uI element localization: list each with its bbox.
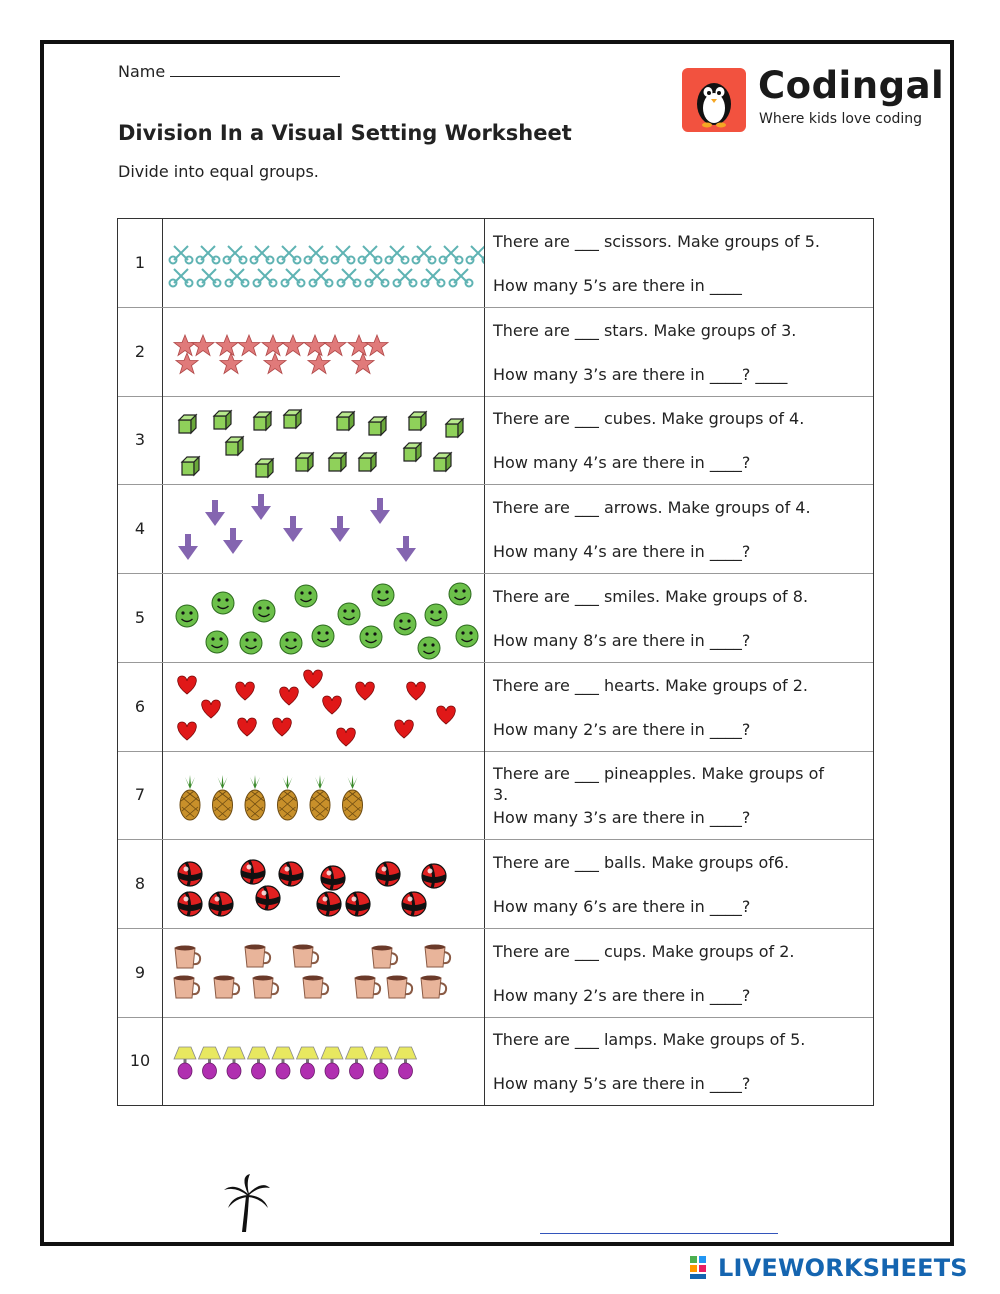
question-row (118, 219, 873, 308)
star-icon (262, 335, 284, 356)
cube-icon (369, 417, 386, 435)
smiley-icon (176, 605, 198, 627)
picture-cell (163, 751, 485, 839)
question-row (118, 308, 873, 397)
scissors-icon (224, 246, 247, 264)
scissors-icon (422, 269, 445, 287)
lamp-icon (346, 1047, 368, 1079)
down-arrow-icon (370, 498, 390, 524)
heart-icon (407, 682, 426, 700)
cup-icon (372, 945, 397, 968)
cube-icon (446, 419, 463, 437)
picture-cell (163, 308, 485, 396)
ball-icon (317, 892, 341, 916)
question-row (118, 663, 873, 752)
scissors-icon (197, 246, 220, 264)
ball-icon (178, 862, 202, 886)
cube-icon (329, 453, 346, 471)
row-number: 7 (118, 751, 163, 839)
question-line-count: There are ___ lamps. Make groups of 5. (493, 1030, 806, 1050)
scissors-icon (359, 246, 382, 264)
ball-icon (422, 864, 446, 888)
down-arrow-icon (330, 516, 350, 542)
smiley-icon (360, 626, 382, 648)
worksheet-title: Division In a Visual Setting Worksheet (118, 121, 572, 145)
star-icon (220, 353, 242, 374)
smiley-icon (212, 592, 234, 614)
cube-icon (404, 443, 421, 461)
cup-icon (293, 944, 318, 967)
pineapple-icon (180, 775, 200, 820)
pineapple-icon (310, 775, 330, 820)
scissors-icon (170, 269, 193, 287)
question-line-groups: How many 2’s are there in ____? (493, 719, 751, 739)
scissors-icon (394, 269, 417, 287)
picture-cell (163, 840, 485, 928)
heart-icon (202, 700, 221, 718)
cup-icon (253, 975, 278, 998)
row-number: 8 (118, 840, 163, 928)
lamp-icon (395, 1047, 417, 1079)
picture-cell (163, 396, 485, 484)
cup-icon (387, 975, 412, 998)
scissors-icon (332, 246, 355, 264)
star-icon (216, 335, 238, 356)
row-number: 3 (118, 396, 163, 484)
scissors-icon (254, 269, 277, 287)
question-row (118, 396, 873, 485)
heart-icon (280, 687, 299, 705)
ball-icon (256, 886, 280, 910)
heart-icon (304, 670, 323, 688)
heart-icon (437, 706, 456, 724)
down-arrow-icon (205, 500, 225, 526)
scissors-icon (282, 269, 305, 287)
cube-icon (226, 437, 243, 455)
question-row (118, 485, 873, 574)
star-icon (282, 335, 304, 356)
liveworksheets-text: LIVEWORKSHEETS (718, 1254, 968, 1282)
lamp-icon (248, 1047, 270, 1079)
question-line-groups: How many 2’s are there in ____? (493, 985, 751, 1005)
picture-group (163, 308, 484, 396)
cube-icon (182, 457, 199, 475)
smiley-icon (425, 604, 447, 626)
smiley-icon (418, 637, 440, 659)
liveworksheets-icon (690, 1254, 716, 1280)
cup-icon (214, 975, 239, 998)
cup-icon (245, 944, 270, 967)
cup-icon (355, 975, 380, 998)
picture-cell (163, 219, 485, 307)
scissors-icon (450, 269, 473, 287)
heart-icon (273, 718, 292, 736)
ball-icon (321, 866, 345, 890)
cube-icon (434, 453, 451, 471)
star-icon (324, 335, 346, 356)
question-row (118, 929, 873, 1018)
down-arrow-icon (283, 516, 303, 542)
question-row (118, 840, 873, 929)
question-line-groups: How many 3’s are there in ____? ____ (493, 364, 788, 384)
row-number: 9 (118, 929, 163, 1017)
down-arrow-icon (223, 528, 243, 554)
cube-icon (256, 459, 273, 477)
cup-icon (303, 975, 328, 998)
scissors-icon (366, 269, 389, 287)
penguin-icon (682, 68, 746, 132)
star-icon (238, 335, 260, 356)
cube-icon (296, 453, 313, 471)
cube-icon (284, 410, 301, 428)
question-line-count: There are ___ pineapples. Make groups of 3. (493, 764, 825, 805)
picture-group (163, 485, 484, 573)
instruction-text: Divide into equal groups. (118, 162, 319, 181)
smiley-icon (312, 625, 334, 647)
lamp-icon (321, 1047, 343, 1079)
heart-icon (178, 722, 197, 740)
picture-group (163, 219, 484, 307)
question-line-groups: How many 3’s are there in ____? (493, 808, 751, 828)
cup-icon (174, 975, 199, 998)
logo-tagline: Where kids love coding (759, 111, 923, 127)
lamp-icon (223, 1047, 245, 1079)
question-line-count: There are ___ cups. Make groups of 2. (493, 941, 795, 961)
picture-group (163, 663, 484, 751)
ball-icon (178, 892, 202, 916)
pineapple-icon (213, 775, 233, 820)
question-line-groups: How many 5’s are there in ____ (493, 276, 742, 295)
question-line-count: There are ___ cubes. Make groups of 4. (493, 409, 805, 429)
star-icon (348, 335, 370, 356)
smiley-icon (206, 631, 228, 653)
picture-group (163, 574, 484, 662)
question-row (118, 751, 873, 840)
picture-group (163, 396, 484, 484)
question-line-groups: How many 4’s are there in ____? (493, 542, 751, 562)
row-number: 5 (118, 574, 163, 662)
scissors-icon (338, 269, 361, 287)
question-line-count: There are ___ smiles. Make groups of 8. (493, 586, 809, 606)
picture-cell (163, 574, 485, 662)
star-icon (264, 353, 286, 374)
question-line-groups: How many 5’s are there in ____? (493, 1074, 751, 1094)
lamp-icon (199, 1047, 221, 1079)
picture-cell (163, 663, 485, 751)
down-arrow-icon (396, 536, 416, 562)
down-arrow-icon (178, 534, 198, 560)
scissors-icon (440, 246, 463, 264)
picture-cell (163, 1017, 485, 1105)
star-icon (352, 353, 374, 374)
scissors-icon (467, 246, 485, 264)
question-line-count: There are ___ hearts. Make groups of 2. (493, 675, 809, 695)
star-icon (304, 335, 326, 356)
lamp-icon (297, 1047, 319, 1079)
row-number: 4 (118, 485, 163, 573)
scissors-icon (198, 269, 221, 287)
question-row (118, 1017, 873, 1105)
question-line-count: There are ___ scissors. Make groups of 5. (493, 232, 820, 251)
heart-icon (337, 728, 356, 746)
question-line-count: There are ___ arrows. Make groups of 4. (493, 498, 811, 518)
smiley-icon (449, 583, 471, 605)
row-number: 10 (118, 1017, 163, 1105)
cube-icon (359, 453, 376, 471)
cube-icon (179, 415, 196, 433)
smiley-icon (338, 603, 360, 625)
heart-icon (323, 696, 342, 714)
smiley-icon (295, 585, 317, 607)
scissors-icon (226, 269, 249, 287)
smiley-icon (372, 584, 394, 606)
smiley-icon (456, 625, 478, 647)
smiley-icon (394, 613, 416, 635)
smiley-icon (253, 600, 275, 622)
picture-group (163, 1017, 484, 1105)
cube-icon (254, 412, 271, 430)
question-table (117, 218, 874, 1106)
scissors-icon (310, 269, 333, 287)
picture-cell (163, 929, 485, 1017)
smiley-icon (280, 632, 302, 654)
star-icon (176, 353, 198, 374)
palm-tree-icon (222, 1174, 272, 1238)
question-row (118, 574, 873, 663)
row-number: 2 (118, 308, 163, 396)
picture-group (163, 751, 484, 839)
scissors-icon (305, 246, 328, 264)
cube-icon (214, 411, 231, 429)
ball-icon (346, 892, 370, 916)
row-number: 6 (118, 663, 163, 751)
ball-icon (209, 892, 233, 916)
scissors-icon (251, 246, 274, 264)
name-field[interactable] (118, 62, 340, 81)
lamp-icon (174, 1047, 196, 1079)
cup-icon (425, 944, 450, 967)
ball-icon (402, 892, 426, 916)
question-line-groups: How many 8’s are there in ____? (493, 630, 751, 650)
scissors-icon (170, 246, 193, 264)
lamp-icon (370, 1047, 392, 1079)
question-line-groups: How many 4’s are there in ____? (493, 453, 751, 473)
scissors-icon (278, 246, 301, 264)
star-icon (192, 335, 214, 356)
codingal-logo (682, 64, 945, 134)
cube-icon (409, 412, 426, 430)
cup-icon (175, 945, 200, 968)
down-arrow-icon (251, 494, 271, 520)
question-line-count: There are ___ balls. Make groups of6. (493, 852, 790, 872)
ball-icon (241, 860, 265, 884)
heart-icon (178, 676, 197, 694)
row-number: 1 (118, 219, 163, 307)
picture-group (163, 929, 484, 1017)
picture-group (163, 840, 484, 928)
logo-name: Codingal (758, 64, 945, 107)
scissors-icon (386, 246, 409, 264)
name-blank[interactable] (170, 62, 340, 77)
cup-icon (421, 975, 446, 998)
cube-icon (337, 412, 354, 430)
answer-link-line[interactable] (540, 1233, 778, 1234)
heart-icon (356, 682, 375, 700)
star-icon (308, 353, 330, 374)
question-line-count: There are ___ stars. Make groups of 3. (493, 320, 797, 340)
heart-icon (236, 682, 255, 700)
heart-icon (238, 718, 257, 736)
ball-icon (376, 862, 400, 886)
smiley-icon (240, 632, 262, 654)
question-line-groups: How many 6’s are there in ____? (493, 896, 751, 916)
ball-icon (279, 862, 303, 886)
heart-icon (395, 720, 414, 738)
pineapple-icon (343, 775, 363, 820)
scissors-icon (413, 246, 436, 264)
pineapple-icon (278, 775, 298, 820)
picture-cell (163, 485, 485, 573)
star-icon (174, 335, 196, 356)
lamp-icon (272, 1047, 294, 1079)
liveworksheets-brand (690, 1254, 968, 1284)
star-icon (366, 335, 388, 356)
pineapple-icon (245, 775, 265, 820)
name-label: Name (118, 62, 166, 81)
